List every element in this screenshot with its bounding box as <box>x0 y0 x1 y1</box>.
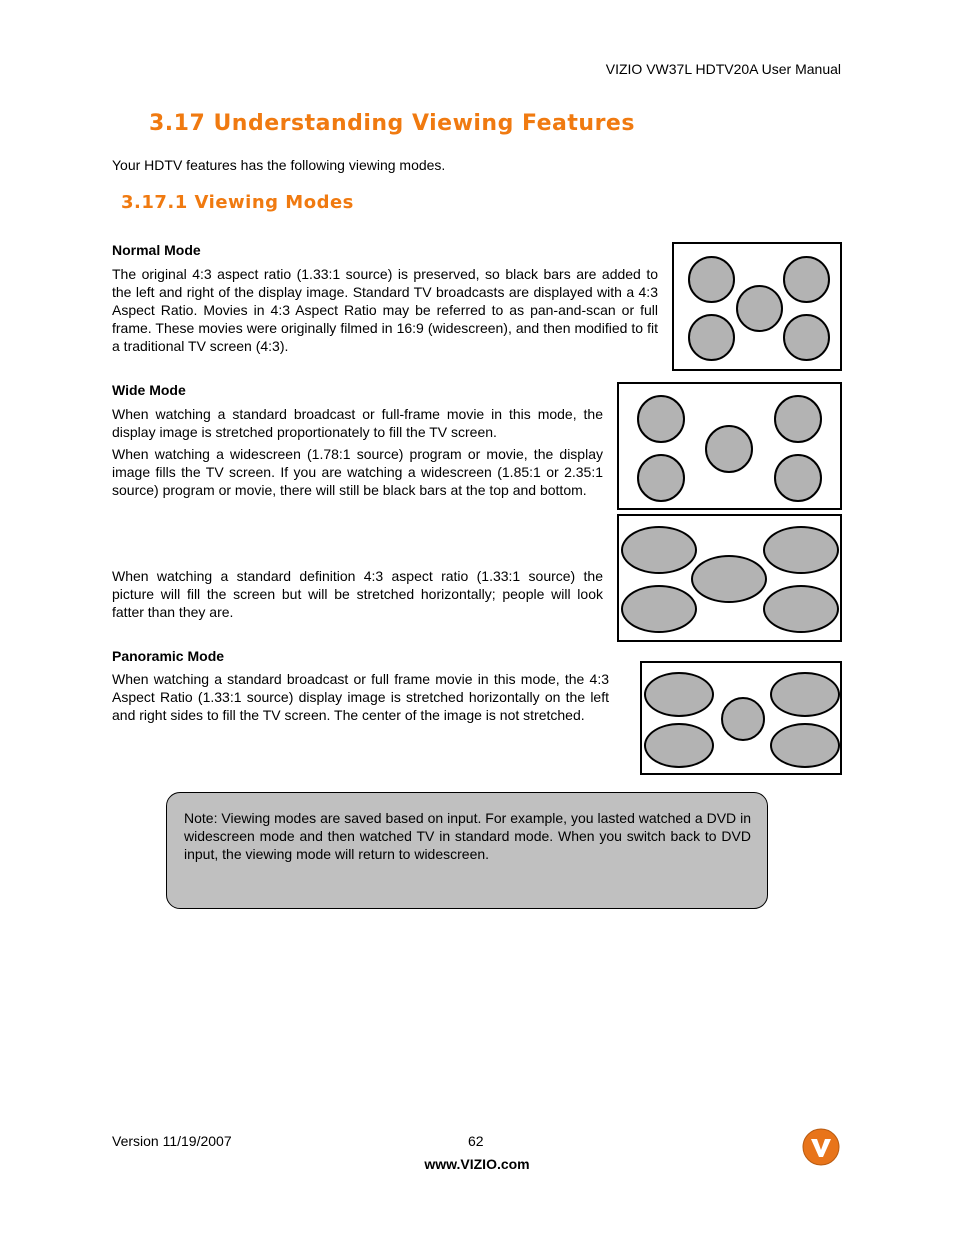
page-number: 62 <box>468 1133 484 1149</box>
circle-shape <box>774 454 822 502</box>
oval-shape <box>644 672 714 717</box>
circle-shape <box>774 395 822 443</box>
wide-mode-text-2: When watching a widescreen (1.78:1 source) program or movie, the display image fills the TV screen. If you are watching a widescreen (1.85:1 or 2.35:1 source) program or movie, there will still be black bars at the top and bottom. <box>112 446 603 498</box>
oval-shape <box>770 672 840 717</box>
panoramic-mode-text: When watching a standard broadcast or full frame movie in this mode, the 4:3 Aspect Ratio (1.33:1 source) display image is stretched horizontally on the left and right sides to fill the TV screen. The center of the image is not stretched. <box>112 671 609 723</box>
wide-mode-illustration-widescreen <box>617 382 842 510</box>
circle-shape <box>721 697 765 741</box>
wide-mode-text-1: When watching a standard broadcast or full-frame movie in this mode, the display image is stretched proportionately to fill the TV screen. <box>112 406 603 440</box>
wide-mode-heading: Wide Mode <box>112 382 186 398</box>
panoramic-mode-illustration <box>640 661 842 775</box>
normal-mode-text: The original 4:3 aspect ratio (1.33:1 source) is preserved, so black bars are added to the left and right of the display image. Standard TV broadcasts are displayed with a 4:3 Aspect Ratio. Movies in 4:3 Aspect Ratio may be referred to as pan-and-scan or full frame. These movies were originally filmed in 16:9 (widescreen), and then modified to fit a traditional TV screen (4:3). <box>112 266 658 354</box>
wide-mode-illustration-stretched <box>617 514 842 642</box>
section-title: 3.17 Understanding Viewing Features <box>149 111 635 136</box>
circle-shape <box>705 425 753 473</box>
wide-mode-text-3: When watching a standard definition 4:3 aspect ratio (1.33:1 source) the picture will fill the screen but will be stretched horizontally; people will look fatter than they are. <box>112 568 603 620</box>
normal-mode-heading: Normal Mode <box>112 242 201 258</box>
note-box <box>166 792 768 909</box>
panoramic-mode-heading: Panoramic Mode <box>112 648 225 664</box>
oval-shape <box>644 723 714 768</box>
oval-shape <box>763 526 839 574</box>
subsection-title: 3.17.1 Viewing Modes <box>121 192 354 213</box>
circle-shape <box>736 285 783 332</box>
section-intro: Your HDTV features has the following viewing modes. <box>112 157 446 173</box>
footer-version: Version 11/19/2007 <box>112 1133 232 1149</box>
circle-shape <box>688 314 735 361</box>
oval-shape <box>691 555 767 603</box>
oval-shape <box>763 585 839 633</box>
normal-mode-illustration <box>672 242 842 371</box>
oval-shape <box>621 585 697 633</box>
footer-url: www.VIZIO.com <box>424 1156 530 1172</box>
circle-shape <box>637 454 685 502</box>
circle-shape <box>783 256 830 303</box>
oval-shape <box>621 526 697 574</box>
circle-shape <box>783 314 830 361</box>
vizio-logo-icon <box>802 1128 840 1166</box>
circle-shape <box>637 395 685 443</box>
oval-shape <box>770 723 840 768</box>
circle-shape <box>688 256 735 303</box>
manual-title: VIZIO VW37L HDTV20A User Manual <box>605 61 841 77</box>
note-text: Note: Viewing modes are saved based on input. For example, you lasted watched a DVD in widescreen mode and then watched TV in standard mode. When you switch back to DVD input, the viewing mode will return to widescreen. <box>184 810 751 862</box>
